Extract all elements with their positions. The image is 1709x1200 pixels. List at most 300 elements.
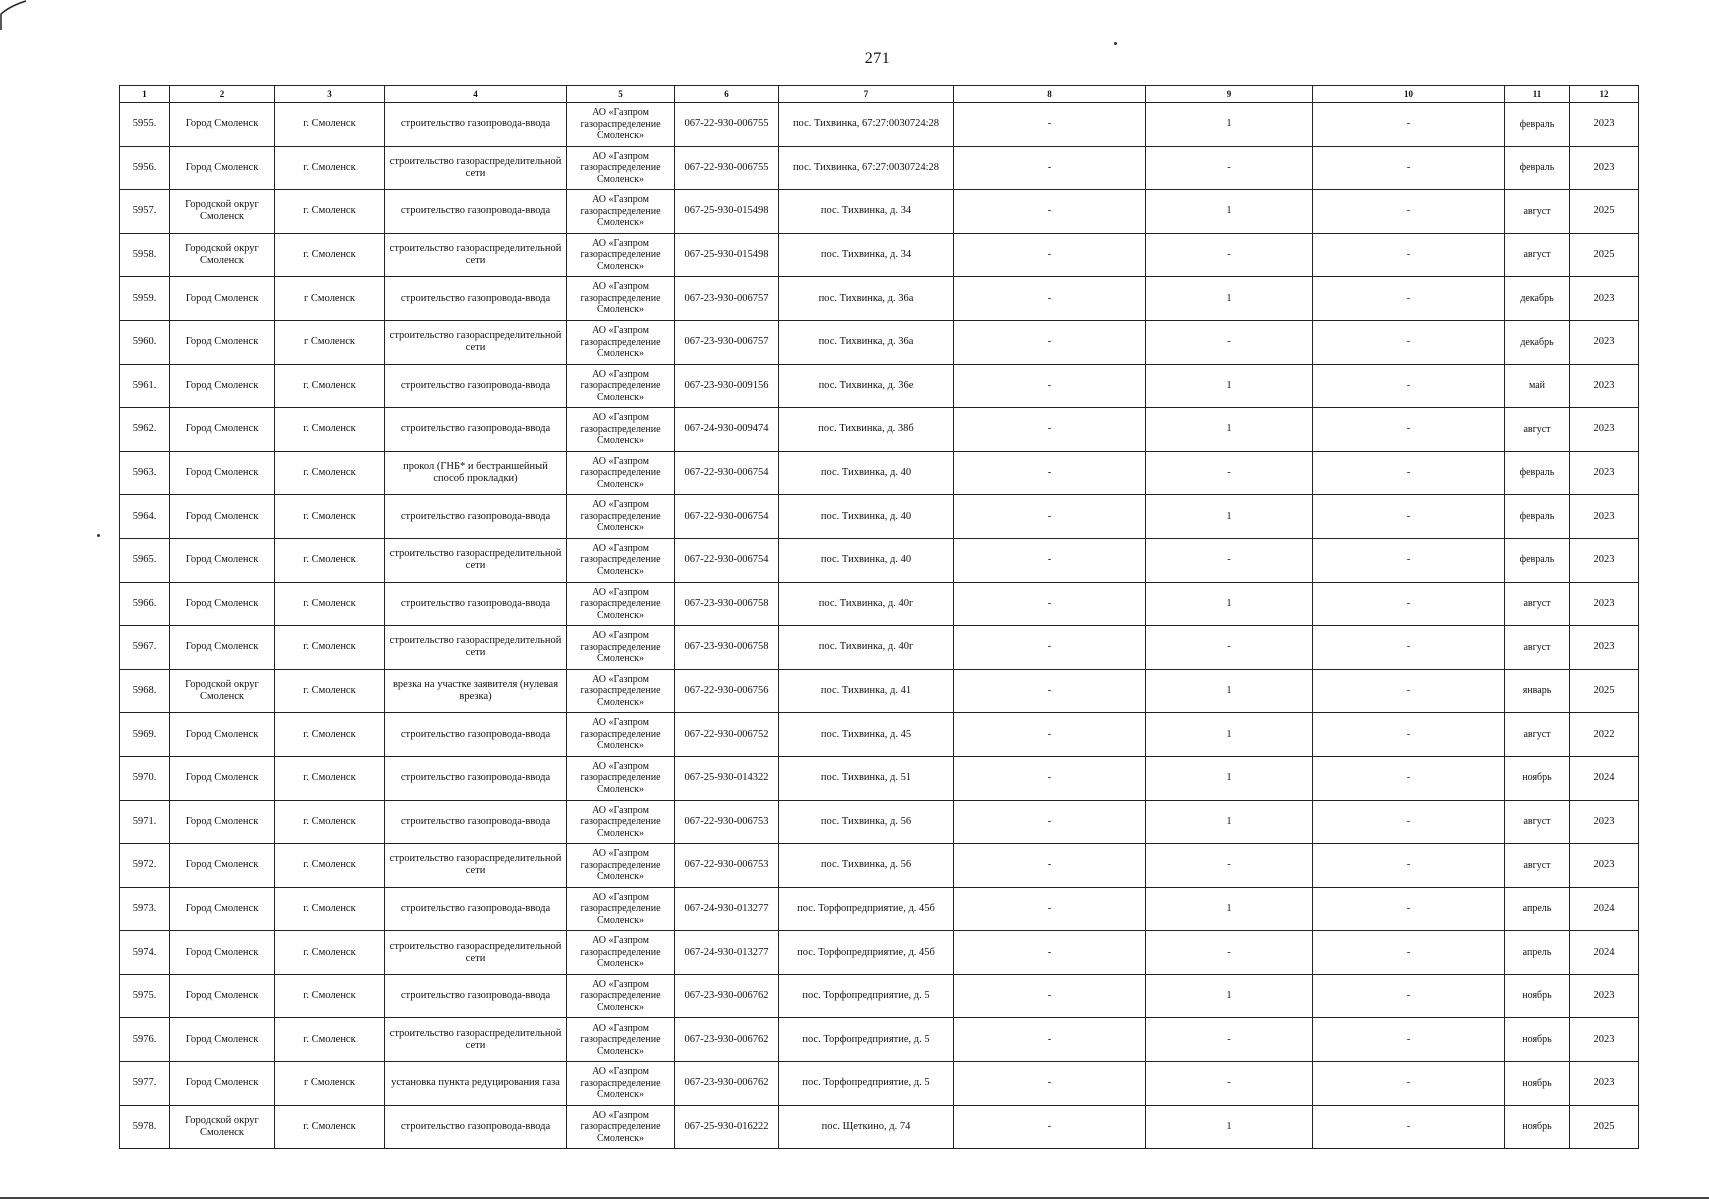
work-type-cell: строительство газопровода-ввода	[385, 364, 567, 408]
settlement-cell: г Смоленск	[275, 320, 385, 364]
district-cell: Городской округ Смоленск	[170, 190, 275, 234]
table-row	[120, 887, 1639, 931]
column-10-cell: -	[1313, 408, 1505, 452]
address-cell: пос. Торфопредприятие, д. 5	[779, 974, 954, 1018]
address-cell: пос. Тихвинка, д. 45	[779, 713, 954, 757]
month-cell: февраль	[1505, 103, 1570, 147]
organization-cell: АО «Газпром газораспределение Смоленск»	[567, 669, 675, 713]
work-type-cell: строительство газораспределительной сети	[385, 844, 567, 888]
column-number-row	[120, 86, 1639, 103]
column-header: 9	[1146, 86, 1313, 103]
column-9-cell: 1	[1146, 1105, 1313, 1149]
table-row	[120, 800, 1639, 844]
address-cell: пос. Тихвинка, д. 40	[779, 538, 954, 582]
row-number-cell: 5977.	[120, 1062, 170, 1106]
row-number-cell: 5956.	[120, 146, 170, 190]
work-type-cell: строительство газопровода-ввода	[385, 277, 567, 321]
column-header: 10	[1313, 86, 1505, 103]
column-10-cell: -	[1313, 582, 1505, 626]
district-cell: Городской округ Смоленск	[170, 1105, 275, 1149]
application-code-cell: 067-22-930-006755	[675, 146, 779, 190]
settlement-cell: г. Смоленск	[275, 408, 385, 452]
month-cell: ноябрь	[1505, 974, 1570, 1018]
settlement-cell: г. Смоленск	[275, 582, 385, 626]
organization-cell: АО «Газпром газораспределение Смоленск»	[567, 974, 675, 1018]
address-cell: пос. Тихвинка, д. 56	[779, 844, 954, 888]
row-number-cell: 5961.	[120, 364, 170, 408]
year-cell: 2025	[1570, 669, 1639, 713]
column-8-cell: -	[954, 277, 1146, 321]
application-code-cell: 067-23-930-006762	[675, 1062, 779, 1106]
column-header: 6	[675, 86, 779, 103]
year-cell: 2022	[1570, 713, 1639, 757]
table-row	[120, 1062, 1639, 1106]
column-10-cell: -	[1313, 277, 1505, 321]
settlement-cell: г. Смоленск	[275, 931, 385, 975]
row-number-cell: 5972.	[120, 844, 170, 888]
work-type-cell: строительство газораспределительной сети	[385, 146, 567, 190]
settlement-cell: г. Смоленск	[275, 1105, 385, 1149]
district-cell: Город Смоленск	[170, 451, 275, 495]
application-code-cell: 067-25-930-015498	[675, 190, 779, 234]
application-code-cell: 067-22-930-006754	[675, 451, 779, 495]
district-cell: Город Смоленск	[170, 931, 275, 975]
column-10-cell: -	[1313, 190, 1505, 234]
address-cell: пос. Тихвинка, д. 36а	[779, 320, 954, 364]
district-cell: Город Смоленск	[170, 800, 275, 844]
organization-cell: АО «Газпром газораспределение Смоленск»	[567, 538, 675, 582]
work-type-cell: строительство газораспределительной сети	[385, 626, 567, 670]
column-10-cell: -	[1313, 626, 1505, 670]
month-cell: февраль	[1505, 495, 1570, 539]
column-8-cell: -	[954, 190, 1146, 234]
month-cell: август	[1505, 408, 1570, 452]
organization-cell: АО «Газпром газораспределение Смоленск»	[567, 1105, 675, 1149]
column-9-cell: -	[1146, 931, 1313, 975]
table-row	[120, 408, 1639, 452]
application-code-cell: 067-23-930-006762	[675, 1018, 779, 1062]
month-cell: август	[1505, 800, 1570, 844]
column-9-cell: 1	[1146, 277, 1313, 321]
month-cell: апрель	[1505, 887, 1570, 931]
column-header: 3	[275, 86, 385, 103]
row-number-cell: 5957.	[120, 190, 170, 234]
column-10-cell: -	[1313, 844, 1505, 888]
address-cell: пос. Тихвинка, д. 34	[779, 233, 954, 277]
month-cell: август	[1505, 626, 1570, 670]
settlement-cell: г. Смоленск	[275, 233, 385, 277]
row-number-cell: 5960.	[120, 320, 170, 364]
district-cell: Город Смоленск	[170, 844, 275, 888]
row-number-cell: 5964.	[120, 495, 170, 539]
column-8-cell: -	[954, 887, 1146, 931]
year-cell: 2023	[1570, 408, 1639, 452]
column-8-cell: -	[954, 233, 1146, 277]
address-cell: пос. Щеткино, д. 74	[779, 1105, 954, 1149]
organization-cell: АО «Газпром газораспределение Смоленск»	[567, 190, 675, 234]
address-cell: пос. Тихвинка, д. 36е	[779, 364, 954, 408]
year-cell: 2023	[1570, 495, 1639, 539]
page-number: 271	[864, 50, 891, 67]
work-type-cell: врезка на участке заявителя (нулевая врезка)	[385, 669, 567, 713]
district-cell: Город Смоленск	[170, 626, 275, 670]
application-code-cell: 067-23-930-006758	[675, 626, 779, 670]
table-row	[120, 1105, 1639, 1149]
column-8-cell: -	[954, 713, 1146, 757]
column-10-cell: -	[1313, 931, 1505, 975]
column-10-cell: -	[1313, 103, 1505, 147]
work-type-cell: строительство газопровода-ввода	[385, 408, 567, 452]
column-8-cell: -	[954, 844, 1146, 888]
organization-cell: АО «Газпром газораспределение Смоленск»	[567, 495, 675, 539]
month-cell: февраль	[1505, 146, 1570, 190]
work-type-cell: строительство газопровода-ввода	[385, 974, 567, 1018]
row-number-cell: 5967.	[120, 626, 170, 670]
year-cell: 2023	[1570, 146, 1639, 190]
address-cell: пос. Тихвинка, д. 40г	[779, 582, 954, 626]
column-10-cell: -	[1313, 364, 1505, 408]
column-9-cell: -	[1146, 844, 1313, 888]
table-row	[120, 451, 1639, 495]
district-cell: Городской округ Смоленск	[170, 233, 275, 277]
address-cell: пос. Торфопредприятие, д. 45б	[779, 931, 954, 975]
settlement-cell: г. Смоленск	[275, 669, 385, 713]
table-row	[120, 538, 1639, 582]
settlement-cell: г. Смоленск	[275, 103, 385, 147]
organization-cell: АО «Газпром газораспределение Смоленск»	[567, 713, 675, 757]
address-cell: пос. Тихвинка, д. 40	[779, 451, 954, 495]
table-row	[120, 146, 1639, 190]
application-code-cell: 067-22-930-006753	[675, 800, 779, 844]
work-type-cell: строительство газопровода-ввода	[385, 495, 567, 539]
column-10-cell: -	[1313, 1105, 1505, 1149]
row-number-cell: 5970.	[120, 756, 170, 800]
work-type-cell: строительство газопровода-ввода	[385, 713, 567, 757]
row-number-cell: 5965.	[120, 538, 170, 582]
settlement-cell: г. Смоленск	[275, 800, 385, 844]
organization-cell: АО «Газпром газораспределение Смоленск»	[567, 931, 675, 975]
table-row	[120, 626, 1639, 670]
column-8-cell: -	[954, 146, 1146, 190]
column-10-cell: -	[1313, 451, 1505, 495]
row-number-cell: 5966.	[120, 582, 170, 626]
month-cell: август	[1505, 844, 1570, 888]
corner-scan-mark	[0, 0, 40, 30]
scan-speck	[1114, 42, 1117, 45]
month-cell: август	[1505, 713, 1570, 757]
column-10-cell: -	[1313, 233, 1505, 277]
column-8-cell: -	[954, 495, 1146, 539]
year-cell: 2023	[1570, 320, 1639, 364]
application-code-cell: 067-24-930-013277	[675, 931, 779, 975]
year-cell: 2023	[1570, 800, 1639, 844]
district-cell: Город Смоленск	[170, 582, 275, 626]
year-cell: 2025	[1570, 1105, 1639, 1149]
table-row	[120, 582, 1639, 626]
table-row	[120, 364, 1639, 408]
column-9-cell: 1	[1146, 364, 1313, 408]
settlement-cell: г. Смоленск	[275, 713, 385, 757]
settlement-cell: г. Смоленск	[275, 190, 385, 234]
settlement-cell: г. Смоленск	[275, 451, 385, 495]
column-9-cell: 1	[1146, 756, 1313, 800]
column-9-cell: 1	[1146, 800, 1313, 844]
settlement-cell: г. Смоленск	[275, 626, 385, 670]
address-cell: пос. Торфопредприятие, д. 5	[779, 1062, 954, 1106]
year-cell: 2023	[1570, 974, 1639, 1018]
application-code-cell: 067-22-930-006754	[675, 538, 779, 582]
row-number-cell: 5963.	[120, 451, 170, 495]
district-cell: Город Смоленск	[170, 1062, 275, 1106]
column-8-cell: -	[954, 974, 1146, 1018]
application-code-cell: 067-23-930-006758	[675, 582, 779, 626]
month-cell: апрель	[1505, 931, 1570, 975]
scan-speck	[97, 534, 100, 537]
district-cell: Город Смоленск	[170, 756, 275, 800]
year-cell: 2024	[1570, 756, 1639, 800]
organization-cell: АО «Газпром газораспределение Смоленск»	[567, 1062, 675, 1106]
column-10-cell: -	[1313, 887, 1505, 931]
application-code-cell: 067-23-930-009156	[675, 364, 779, 408]
address-cell: пос. Тихвинка, д. 40г	[779, 626, 954, 670]
column-8-cell: -	[954, 669, 1146, 713]
district-cell: Город Смоленск	[170, 408, 275, 452]
month-cell: февраль	[1505, 451, 1570, 495]
column-9-cell: 1	[1146, 669, 1313, 713]
address-cell: пос. Тихвинка, д. 34	[779, 190, 954, 234]
year-cell: 2023	[1570, 1062, 1639, 1106]
address-cell: пос. Тихвинка, д. 36а	[779, 277, 954, 321]
work-type-cell: строительство газораспределительной сети	[385, 233, 567, 277]
column-8-cell: -	[954, 582, 1146, 626]
column-header: 11	[1505, 86, 1570, 103]
month-cell: февраль	[1505, 538, 1570, 582]
table-row	[120, 190, 1639, 234]
month-cell: январь	[1505, 669, 1570, 713]
organization-cell: АО «Газпром газораспределение Смоленск»	[567, 756, 675, 800]
column-8-cell: -	[954, 1062, 1146, 1106]
organization-cell: АО «Газпром газораспределение Смоленск»	[567, 103, 675, 147]
settlement-cell: г. Смоленск	[275, 538, 385, 582]
work-type-cell: строительство газопровода-ввода	[385, 1105, 567, 1149]
year-cell: 2024	[1570, 887, 1639, 931]
month-cell: ноябрь	[1505, 1105, 1570, 1149]
organization-cell: АО «Газпром газораспределение Смоленск»	[567, 320, 675, 364]
district-cell: Город Смоленск	[170, 277, 275, 321]
column-9-cell: -	[1146, 538, 1313, 582]
application-code-cell: 067-22-930-006755	[675, 103, 779, 147]
application-code-cell: 067-24-930-013277	[675, 887, 779, 931]
district-cell: Город Смоленск	[170, 320, 275, 364]
application-code-cell: 067-25-930-016222	[675, 1105, 779, 1149]
settlement-cell: г. Смоленск	[275, 974, 385, 1018]
column-9-cell: -	[1146, 626, 1313, 670]
table-row	[120, 844, 1639, 888]
settlement-cell: г. Смоленск	[275, 1018, 385, 1062]
work-type-cell: строительство газопровода-ввода	[385, 800, 567, 844]
table-row	[120, 1018, 1639, 1062]
row-number-cell: 5958.	[120, 233, 170, 277]
organization-cell: АО «Газпром газораспределение Смоленск»	[567, 1018, 675, 1062]
work-type-cell: строительство газопровода-ввода	[385, 103, 567, 147]
column-10-cell: -	[1313, 146, 1505, 190]
column-8-cell: -	[954, 364, 1146, 408]
column-9-cell: -	[1146, 1062, 1313, 1106]
application-code-cell: 067-23-930-006757	[675, 320, 779, 364]
column-9-cell: 1	[1146, 190, 1313, 234]
month-cell: май	[1505, 364, 1570, 408]
address-cell: пос. Тихвинка, 67:27:0030724:28	[779, 103, 954, 147]
year-cell: 2023	[1570, 626, 1639, 670]
work-type-cell: строительство газопровода-ввода	[385, 756, 567, 800]
column-8-cell: -	[954, 626, 1146, 670]
column-9-cell: 1	[1146, 582, 1313, 626]
column-header: 5	[567, 86, 675, 103]
settlement-cell: г. Смоленск	[275, 146, 385, 190]
table-row	[120, 756, 1639, 800]
address-cell: пос. Торфопредприятие, д. 5	[779, 1018, 954, 1062]
row-number-cell: 5976.	[120, 1018, 170, 1062]
row-number-cell: 5968.	[120, 669, 170, 713]
column-8-cell: -	[954, 103, 1146, 147]
month-cell: август	[1505, 190, 1570, 234]
column-header: 8	[954, 86, 1146, 103]
row-number-cell: 5962.	[120, 408, 170, 452]
address-cell: пос. Тихвинка, д. 56	[779, 800, 954, 844]
column-10-cell: -	[1313, 495, 1505, 539]
settlement-cell: г Смоленск	[275, 1062, 385, 1106]
application-code-cell: 067-22-930-006756	[675, 669, 779, 713]
district-cell: Город Смоленск	[170, 364, 275, 408]
column-10-cell: -	[1313, 713, 1505, 757]
organization-cell: АО «Газпром газораспределение Смоленск»	[567, 844, 675, 888]
application-code-cell: 067-22-930-006752	[675, 713, 779, 757]
organization-cell: АО «Газпром газораспределение Смоленск»	[567, 277, 675, 321]
column-9-cell: 1	[1146, 103, 1313, 147]
year-cell: 2025	[1570, 233, 1639, 277]
organization-cell: АО «Газпром газораспределение Смоленск»	[567, 146, 675, 190]
table-row	[120, 713, 1639, 757]
bottom-scan-edge	[0, 1197, 1709, 1199]
column-8-cell: -	[954, 320, 1146, 364]
organization-cell: АО «Газпром газораспределение Смоленск»	[567, 887, 675, 931]
settlement-cell: г. Смоленск	[275, 844, 385, 888]
row-number-cell: 5974.	[120, 931, 170, 975]
district-cell: Город Смоленск	[170, 538, 275, 582]
month-cell: декабрь	[1505, 320, 1570, 364]
month-cell: ноябрь	[1505, 756, 1570, 800]
column-header: 7	[779, 86, 954, 103]
table-row	[120, 103, 1639, 147]
work-type-cell: прокол (ГНБ* и бестраншейный способ прокладки)	[385, 451, 567, 495]
settlement-cell: г. Смоленск	[275, 364, 385, 408]
work-type-cell: установка пункта редуцирования газа	[385, 1062, 567, 1106]
column-8-cell: -	[954, 538, 1146, 582]
column-8-cell: -	[954, 408, 1146, 452]
application-code-cell: 067-23-930-006757	[675, 277, 779, 321]
month-cell: ноябрь	[1505, 1018, 1570, 1062]
column-9-cell: -	[1146, 146, 1313, 190]
column-10-cell: -	[1313, 800, 1505, 844]
application-code-cell: 067-22-930-006753	[675, 844, 779, 888]
settlement-cell: г Смоленск	[275, 277, 385, 321]
year-cell: 2023	[1570, 103, 1639, 147]
work-type-cell: строительство газораспределительной сети	[385, 320, 567, 364]
column-10-cell: -	[1313, 320, 1505, 364]
column-9-cell: -	[1146, 320, 1313, 364]
row-number-cell: 5955.	[120, 103, 170, 147]
column-9-cell: 1	[1146, 887, 1313, 931]
month-cell: ноябрь	[1505, 1062, 1570, 1106]
district-cell: Город Смоленск	[170, 495, 275, 539]
column-9-cell: 1	[1146, 713, 1313, 757]
column-10-cell: -	[1313, 538, 1505, 582]
month-cell: август	[1505, 582, 1570, 626]
district-cell: Город Смоленск	[170, 974, 275, 1018]
column-10-cell: -	[1313, 756, 1505, 800]
application-code-cell: 067-24-930-009474	[675, 408, 779, 452]
column-8-cell: -	[954, 800, 1146, 844]
organization-cell: АО «Газпром газораспределение Смоленск»	[567, 364, 675, 408]
column-8-cell: -	[954, 1105, 1146, 1149]
column-9-cell: 1	[1146, 974, 1313, 1018]
column-9-cell: -	[1146, 233, 1313, 277]
application-code-cell: 067-22-930-006754	[675, 495, 779, 539]
settlement-cell: г. Смоленск	[275, 756, 385, 800]
address-cell: пос. Тихвинка, д. 40	[779, 495, 954, 539]
column-header: 1	[120, 86, 170, 103]
row-number-cell: 5978.	[120, 1105, 170, 1149]
column-10-cell: -	[1313, 974, 1505, 1018]
district-cell: Город Смоленск	[170, 1018, 275, 1062]
settlement-cell: г. Смоленск	[275, 495, 385, 539]
work-type-cell: строительство газопровода-ввода	[385, 582, 567, 626]
address-cell: пос. Тихвинка, 67:27:0030724:28	[779, 146, 954, 190]
column-header: 4	[385, 86, 567, 103]
row-number-cell: 5975.	[120, 974, 170, 1018]
row-number-cell: 5973.	[120, 887, 170, 931]
settlement-cell: г. Смоленск	[275, 887, 385, 931]
month-cell: декабрь	[1505, 277, 1570, 321]
year-cell: 2023	[1570, 451, 1639, 495]
year-cell: 2023	[1570, 844, 1639, 888]
organization-cell: АО «Газпром газораспределение Смоленск»	[567, 800, 675, 844]
address-cell: пос. Тихвинка, д. 51	[779, 756, 954, 800]
organization-cell: АО «Газпром газораспределение Смоленск»	[567, 626, 675, 670]
organization-cell: АО «Газпром газораспределение Смоленск»	[567, 582, 675, 626]
column-8-cell: -	[954, 1018, 1146, 1062]
year-cell: 2023	[1570, 364, 1639, 408]
year-cell: 2023	[1570, 277, 1639, 321]
year-cell: 2024	[1570, 931, 1639, 975]
year-cell: 2025	[1570, 190, 1639, 234]
organization-cell: АО «Газпром газораспределение Смоленск»	[567, 408, 675, 452]
address-cell: пос. Тихвинка, д. 41	[779, 669, 954, 713]
column-8-cell: -	[954, 756, 1146, 800]
application-code-cell: 067-25-930-014322	[675, 756, 779, 800]
organization-cell: АО «Газпром газораспределение Смоленск»	[567, 233, 675, 277]
month-cell: август	[1505, 233, 1570, 277]
work-type-cell: строительство газопровода-ввода	[385, 190, 567, 234]
column-9-cell: -	[1146, 1018, 1313, 1062]
district-cell: Город Смоленск	[170, 713, 275, 757]
work-type-cell: строительство газопровода-ввода	[385, 887, 567, 931]
table-row	[120, 974, 1639, 1018]
table-row	[120, 320, 1639, 364]
district-cell: Город Смоленск	[170, 887, 275, 931]
table-body	[120, 103, 1639, 1149]
row-number-cell: 5959.	[120, 277, 170, 321]
